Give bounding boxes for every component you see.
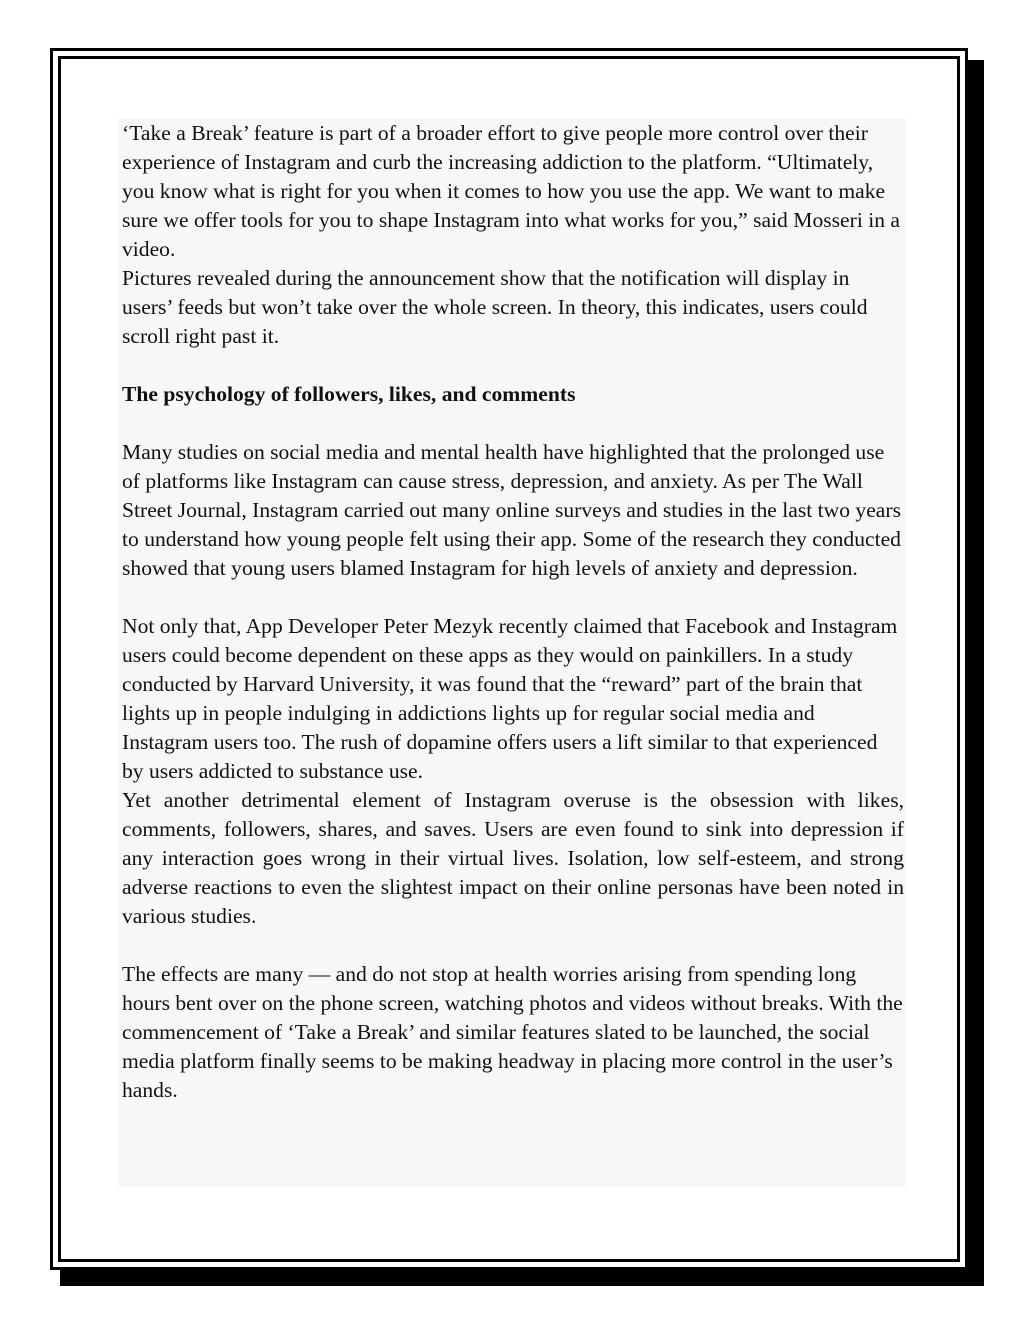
- paragraph-spacer: [122, 583, 904, 612]
- paragraph-spacer: [122, 409, 904, 438]
- article-body: [122, 119, 904, 1105]
- paragraph-mental-health-studies: Many studies on social media and mental health have highlighted that the prolonged use of platforms like Instagram can cause stress, depression, and anxiety. As per The Wall Street Journal, Instagram carried out many online surveys and studies in the last two years to understand how young people felt using their app. Some of the research they conducted showed that young users blamed Instagram for high levels of anxiety and depression.: [122, 440, 901, 580]
- paragraph-notification-display: Pictures revealed during the announcement show that the notification will display in users’ feeds but won’t take over the whole screen. In theory, this indicates, users could scroll right past it.: [122, 266, 868, 348]
- paragraph-conclusion: The effects are many — and do not stop at health worries arising from spending long hours bent over on the phone screen, watching photos and videos without breaks. With the commencement of ‘Take a Break’ and similar features slated to be launched, the social media platform finally seems to be making headway in placing more control in the user’s hands.: [122, 962, 903, 1102]
- paragraph-spacer: [122, 351, 904, 380]
- paragraph-dopamine-dependence: Not only that, App Developer Peter Mezyk recently claimed that Facebook and Instagram users could become dependent on these apps as they would on painkillers. In a study conducted by Harvard University, it was found that the “reward” part of the brain that lights up in people indulging in addictions lights up for regular social media and Instagram users too. The rush of dopamine offers users a lift similar to that experienced by users addicted to substance use.: [122, 614, 898, 783]
- section-heading: The psychology of followers, likes, and comments: [122, 382, 576, 406]
- paragraph-take-a-break: ‘Take a Break’ feature is part of a broader effort to give people more control over their experience of Instagram and curb the increasing addiction to the platform. “Ultimately, you know what is right for you when it comes to how you use the app. We want to make sure we offer tools for you to shape Instagram into what works for you,” said Mosseri in a video.: [122, 121, 901, 261]
- paragraph-interaction-obsession: Yet another detrimental element of Instagram overuse is the obsession with likes, comments, followers, shares, and saves. Users are even found to sink into depression if any interaction goes wrong in their virtual lives. Isolation, low self-esteem, and strong adverse reactions to even the slightest impact on their online personas have been noted in various studies.: [122, 788, 904, 928]
- paragraph-spacer: [122, 931, 904, 960]
